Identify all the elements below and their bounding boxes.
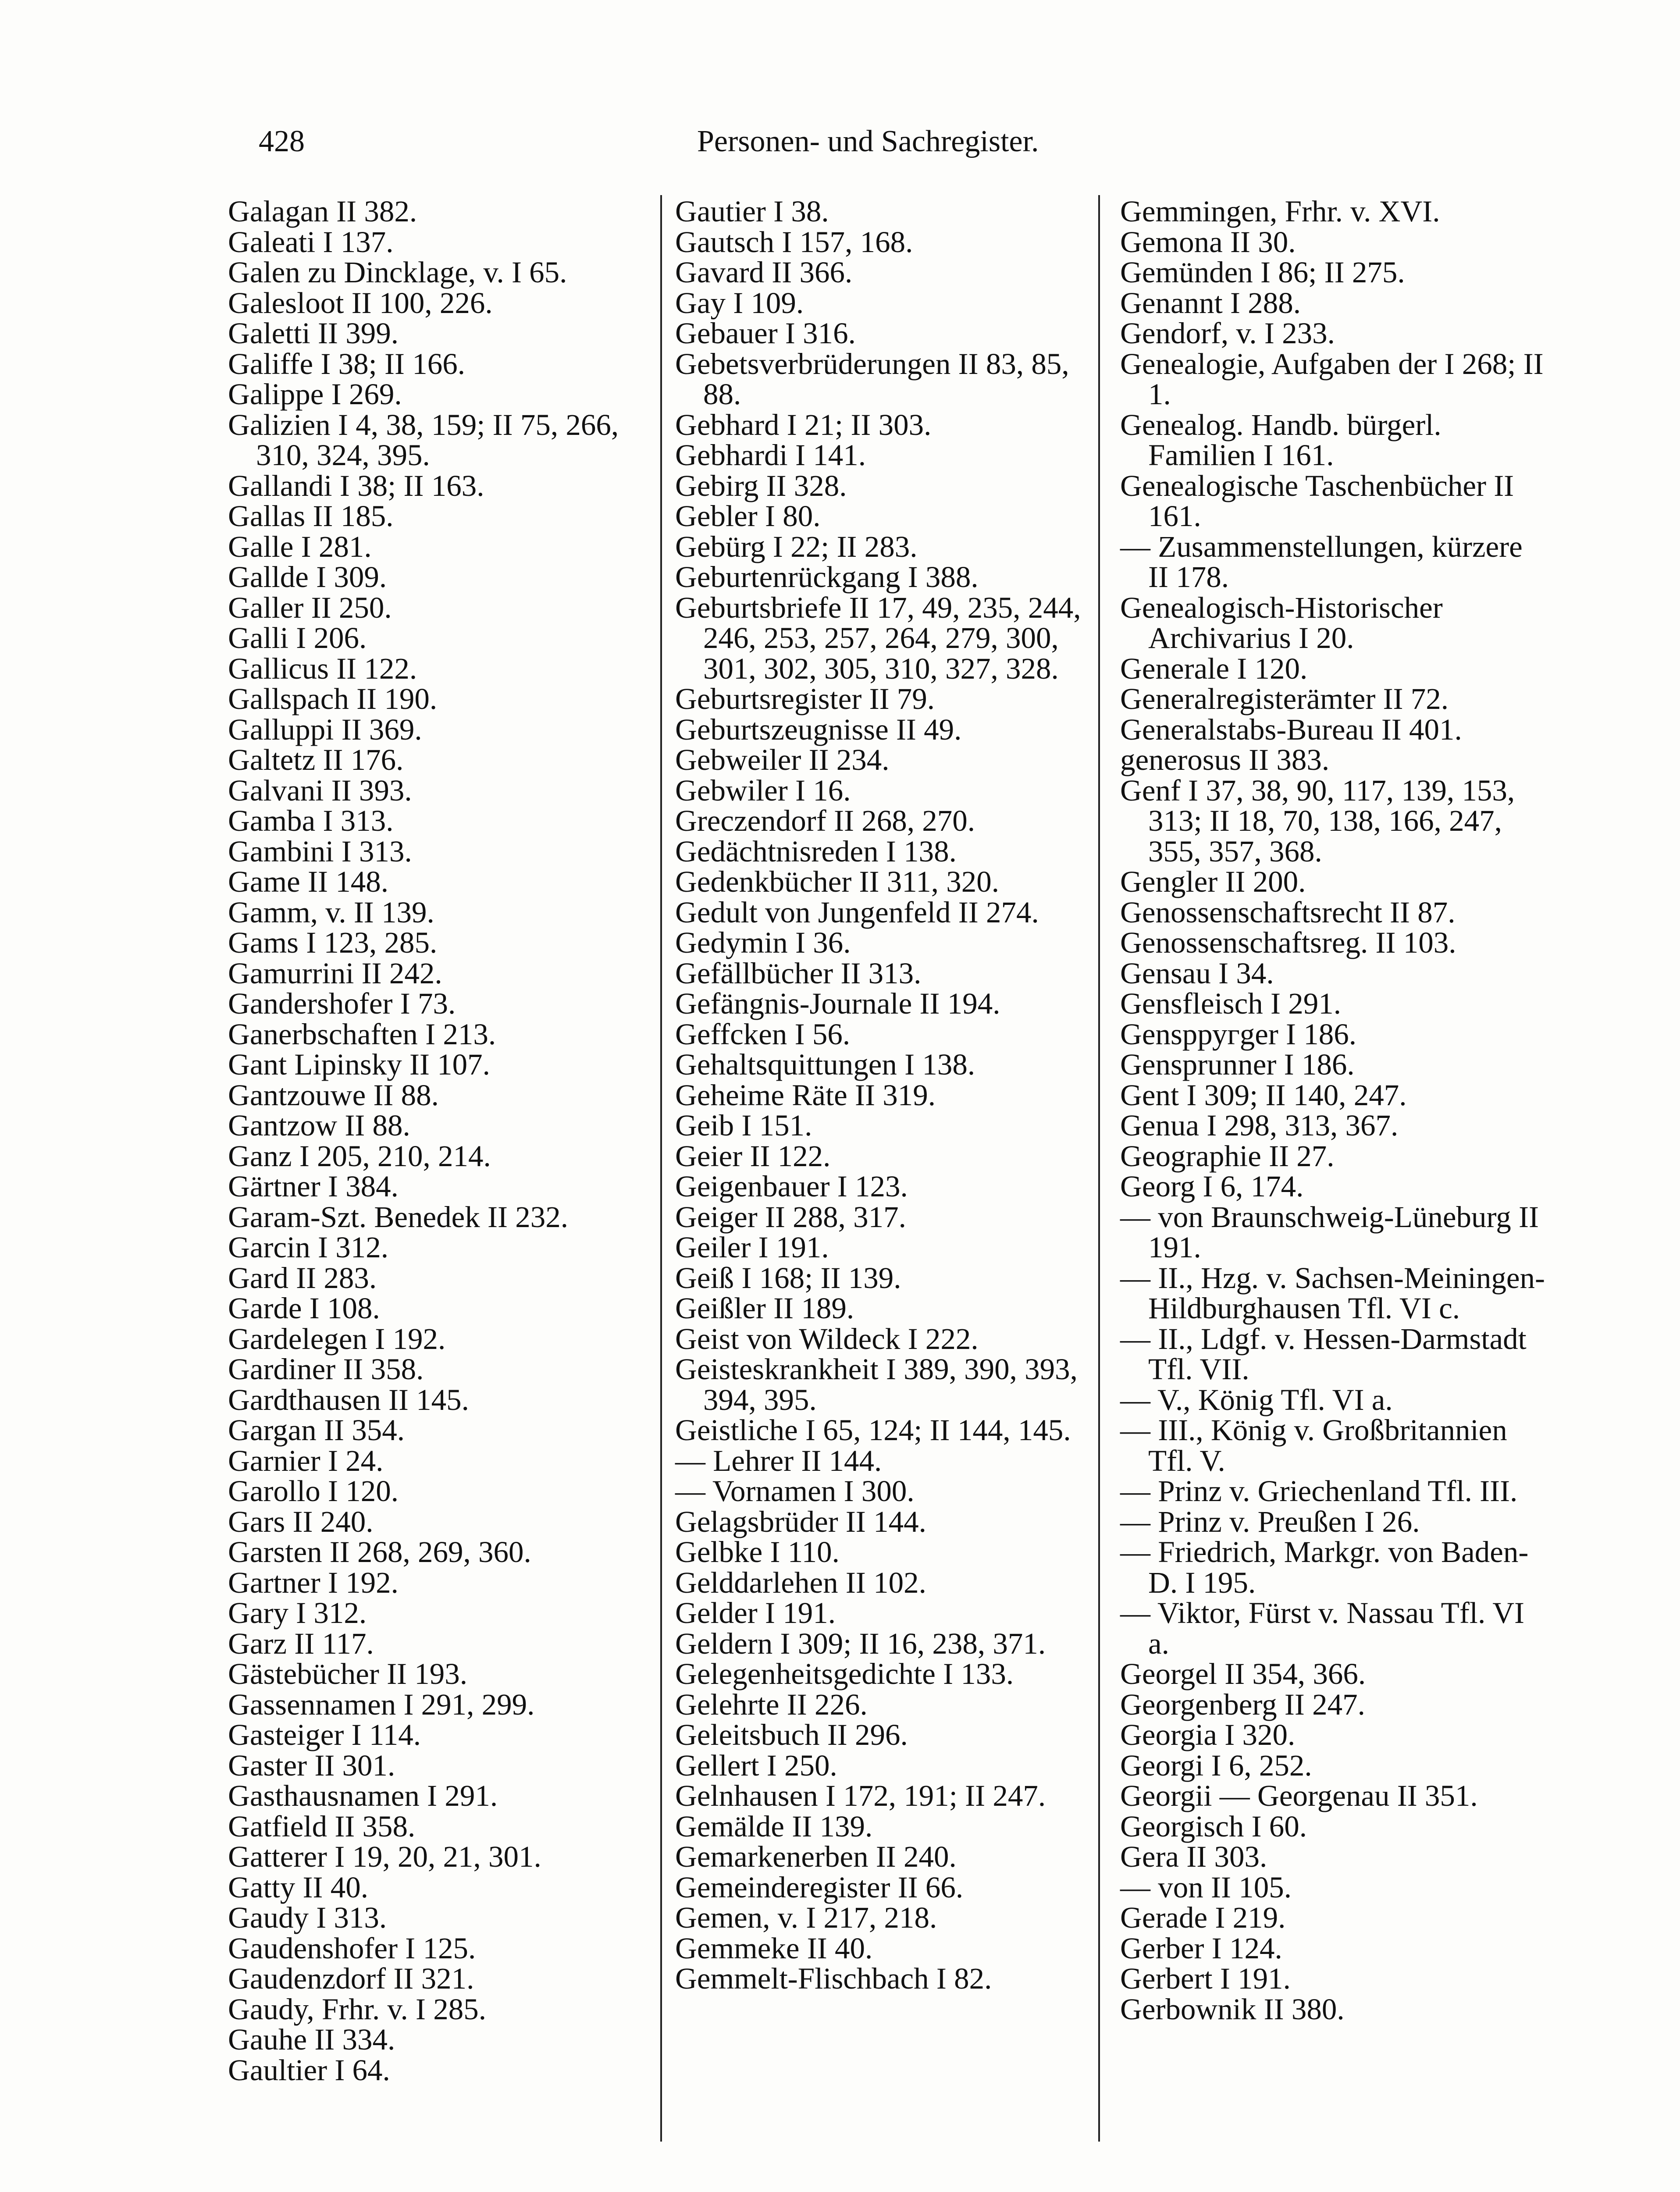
index-column-3: [1120, 196, 1550, 2143]
index-entry: Gedult von Jungenfeld II 274.: [675, 895, 1039, 929]
index-entry: Gemmeke II 40.: [675, 1931, 873, 1965]
index-entry: Geburtsregister II 79.: [675, 682, 935, 715]
index-entry: Gassennamen I 291, 299.: [228, 1687, 535, 1721]
index-entry: — Prinz v. Griechenland Tfl. III.: [1120, 1474, 1518, 1508]
index-entry: Galvani II 393.: [228, 773, 412, 807]
index-entry: — Viktor, Fürst v. Nassau Tfl. VI a.: [1120, 1596, 1525, 1660]
index-entry: Garz II 117.: [228, 1626, 374, 1660]
index-entry: Galen zu Dincklage, v. I 65.: [228, 256, 567, 289]
index-entry: Galtetz II 176.: [228, 743, 404, 776]
index-entry: Genealog. Handb. bürgerl. Familien I 161.: [1120, 408, 1442, 472]
index-entry: Galesloot II 100, 226.: [228, 286, 493, 320]
index-entry: Gent I 309; II 140, 247.: [1120, 1078, 1407, 1112]
index-entry: — III., König v. Großbritannien Tfl. V.: [1120, 1413, 1507, 1477]
index-entry: Garde I 108.: [228, 1292, 380, 1325]
index-entry: Gebauer I 316.: [675, 317, 856, 350]
index-entry: Gary I 312.: [228, 1596, 367, 1630]
index-entry: Geheime Räte II 319.: [675, 1078, 936, 1112]
index-entry: Gerbownik II 380.: [1120, 1992, 1345, 2026]
index-entry: Geburtszeugnisse II 49.: [675, 712, 962, 746]
index-entry: Genspругger I 186.: [1120, 1017, 1357, 1051]
index-entry: Geiß I 168; II 139.: [675, 1261, 901, 1295]
index-entry: Generalstabs-Bureau II 401.: [1120, 712, 1462, 746]
index-entry: Galizien I 4, 38, 159; II 75, 266, 310, 324, 395.: [228, 408, 619, 472]
index-entry: — V., König Tfl. VI a.: [1120, 1383, 1393, 1416]
index-entry: Georgenberg II 247.: [1120, 1687, 1365, 1721]
index-entry: Gebhard I 21; II 303.: [675, 408, 932, 441]
index-entry: Generale I 120.: [1120, 651, 1308, 685]
column-divider: [660, 195, 662, 2142]
index-entry: Gasthausnamen I 291.: [228, 1779, 498, 1812]
index-entry: Galiffe I 38; II 166.: [228, 347, 465, 381]
index-entry: Gelder I 191.: [675, 1596, 836, 1630]
index-entry: Gemälde II 139.: [675, 1809, 873, 1843]
index-entry: Gellert I 250.: [675, 1748, 837, 1782]
index-entry: Geisteskrankheit I 389, 390, 393, 394, 395.: [675, 1352, 1078, 1416]
index-entry: Gallandi I 38; II 163.: [228, 469, 484, 502]
index-entry: Gensau I 34.: [1120, 956, 1274, 990]
index-entry: Gedenkbücher II 311, 320.: [675, 865, 999, 898]
index-entry: Gemen, v. I 217, 218.: [675, 1901, 937, 1934]
index-entry: Ganz I 205, 210, 214.: [228, 1139, 491, 1173]
index-entry: Gantzouwe II 88.: [228, 1078, 439, 1112]
index-entry: Gengler II 200.: [1120, 865, 1306, 898]
index-entry: Gehaltsquittungen I 138.: [675, 1048, 975, 1081]
index-entry: Gelehrte II 226.: [675, 1687, 868, 1721]
index-entry: Genf I 37, 38, 90, 117, 139, 153, 313; II 18, 70, 138, 166, 247, 355, 357, 368.: [1120, 773, 1515, 868]
index-entry: Gambini I 313.: [228, 834, 412, 868]
index-entry: — von II 105.: [1120, 1870, 1292, 1904]
index-entry: — II., Ldgf. v. Hessen-Darmstadt Tfl. VII.: [1120, 1322, 1527, 1386]
index-entry: Genealogische Taschenbücher II 161.: [1120, 469, 1514, 533]
index-entry: Gefängnis-Journale II 194.: [675, 987, 1000, 1020]
index-entry: Georgisch I 60.: [1120, 1809, 1307, 1843]
index-entry: — Zusammenstellungen, kürzere II 178.: [1120, 530, 1523, 594]
index-entry: Gemünden I 86; II 275.: [1120, 256, 1405, 289]
index-entry: Garsten II 268, 269, 360.: [228, 1535, 531, 1569]
index-entry: Gatterer I 19, 20, 21, 301.: [228, 1840, 541, 1873]
index-entry: Gargan II 354.: [228, 1413, 405, 1447]
index-entry: Gaudenshofer I 125.: [228, 1931, 476, 1965]
index-entry: Gaultier I 64.: [228, 2053, 390, 2087]
index-entry: Garcin I 312.: [228, 1231, 388, 1264]
index-entry: Gedymin I 36.: [675, 926, 851, 959]
index-entry: Geldern I 309; II 16, 238, 371.: [675, 1626, 1046, 1660]
index-entry: Georgii — Georgenau II 351.: [1120, 1779, 1478, 1812]
index-entry: Gebürg I 22; II 283.: [675, 530, 918, 563]
index-entry: Gedächtnisreden I 138.: [675, 834, 957, 868]
index-entry: Geißler II 189.: [675, 1292, 854, 1325]
index-entry: Genua I 298, 313, 367.: [1120, 1109, 1399, 1142]
index-entry: Garnier I 24.: [228, 1444, 384, 1477]
index-entry: Galetti II 399.: [228, 317, 399, 350]
index-entry: Game II 148.: [228, 865, 388, 898]
index-entry: Geleitsbuch II 296.: [675, 1718, 908, 1751]
index-entry: Gamba I 313.: [228, 804, 394, 837]
index-entry: Gebweiler II 234.: [675, 743, 890, 776]
index-entry: Gensfleisch I 291.: [1120, 987, 1341, 1020]
page-header: [259, 117, 1114, 166]
index-entry: Gallspach II 190.: [228, 682, 438, 715]
index-entry: Geffcken I 56.: [675, 1017, 851, 1051]
index-entry: — Vornamen I 300.: [675, 1474, 915, 1508]
index-entry: Galagan II 382.: [228, 195, 417, 228]
index-entry: Gautsch I 157, 168.: [675, 225, 913, 259]
column-divider: [1098, 195, 1100, 2142]
index-entry: Gandershofer I 73.: [228, 987, 456, 1020]
index-entry: Gars II 240.: [228, 1505, 374, 1538]
index-entry: Geier II 122.: [675, 1139, 831, 1173]
index-entry: Ganerbschaften I 213.: [228, 1017, 496, 1051]
index-entry: Gebhardi I 141.: [675, 438, 866, 472]
index-entry: Gasteiger I 114.: [228, 1718, 421, 1751]
index-entry: generosus II 383.: [1120, 743, 1330, 776]
index-entry: Gallde I 309.: [228, 560, 387, 594]
index-entry: Gatfield II 358.: [228, 1809, 416, 1843]
index-entry: Gemmelt-Flischbach I 82.: [675, 1962, 992, 1995]
index-entry: Geburtsbriefe II 17, 49, 235, 244, 246, 253, 257, 264, 279, 300, 301, 302, 305, 310, 327, 328.: [675, 591, 1081, 685]
index-entry: Gardiner II 358.: [228, 1352, 424, 1386]
index-entry: Galle I 281.: [228, 530, 372, 563]
index-entry: Gerbert I 191.: [1120, 1962, 1291, 1995]
index-entry: Gay I 109.: [675, 286, 804, 320]
index-entry: Gebler I 80.: [675, 499, 821, 533]
index-entry: Geigenbauer I 123.: [675, 1170, 908, 1203]
index-entry: Gartner I 192.: [228, 1566, 399, 1599]
index-entry: Geib I 151.: [675, 1109, 812, 1142]
index-entry: Gautier I 38.: [675, 195, 829, 228]
index-entry: Gaudenzdorf II 321.: [228, 1962, 474, 1995]
index-entry: Gardelegen I 192.: [228, 1322, 446, 1356]
index-entry: Geburtenrückgang I 388.: [675, 560, 979, 594]
index-entry: Greczendorf II 268, 270.: [675, 804, 975, 837]
index-entry: Gelegenheitsgedichte I 133.: [675, 1657, 1014, 1690]
index-column-2: [675, 196, 1096, 2143]
index-entry: Galler II 250.: [228, 591, 392, 624]
index-entry: Geiler I 191.: [675, 1231, 829, 1264]
index-entry: Gefällbücher II 313.: [675, 956, 922, 990]
index-entry: Geographie II 27.: [1120, 1139, 1335, 1173]
index-entry: Gallicus II 122.: [228, 651, 417, 685]
index-entry: Gardthausen II 145.: [228, 1383, 469, 1416]
index-column-1: [228, 196, 649, 2143]
index-entry: Gerber I 124.: [1120, 1931, 1282, 1965]
index-entry: Generalregisterämter II 72.: [1120, 682, 1449, 715]
running-title: Personen- und Sachregister.: [697, 125, 1039, 158]
index-entry: Galli I 206.: [228, 621, 367, 655]
index-entry: Geiger II 288, 317.: [675, 1200, 906, 1234]
index-entry: Gaudy, Frhr. v. I 285.: [228, 1992, 486, 2026]
index-entry: Gantzow II 88.: [228, 1109, 410, 1142]
index-entry: Gelnhausen I 172, 191; II 247.: [675, 1779, 1046, 1812]
index-entry: Gemeinderegister II 66.: [675, 1870, 964, 1904]
index-entry: — II., Hzg. v. Sachsen-Meiningen-Hildburghausen Tfl. VI c.: [1120, 1261, 1545, 1325]
index-entry: Galippe I 269.: [228, 377, 402, 411]
index-entry: Gelagsbrüder II 144.: [675, 1505, 926, 1538]
index-entry: Gelbke I 110.: [675, 1535, 840, 1569]
index-entry: Galeati I 137.: [228, 225, 394, 259]
index-entry: Gebirg II 328.: [675, 469, 847, 502]
index-entry: Genossenschaftsreg. II 103.: [1120, 926, 1456, 959]
index-entry: Gauhe II 334.: [228, 2023, 395, 2056]
index-entry: Gendorf, v. I 233.: [1120, 317, 1335, 350]
index-entry: Gaudy I 313.: [228, 1901, 387, 1934]
index-entry: Geistliche I 65, 124; II 144, 145.: [675, 1413, 1071, 1447]
page-number: 428: [259, 125, 305, 158]
index-entry: Gams I 123, 285.: [228, 926, 438, 959]
index-entry: Garollo I 120.: [228, 1474, 399, 1508]
index-entry: — Prinz v. Preußen I 26.: [1120, 1505, 1420, 1538]
index-entry: Genossenschaftsrecht II 87.: [1120, 895, 1456, 929]
index-entry: Gard II 283.: [228, 1261, 377, 1295]
index-entry: Genealogie, Aufgaben der I 268; II 1.: [1120, 347, 1544, 411]
index-entry: Gavard II 366.: [675, 256, 853, 289]
index-entry: Gamm, v. II 139.: [228, 895, 434, 929]
index-entry: Gemona II 30.: [1120, 225, 1296, 259]
index-entry: Gemarkenerben II 240.: [675, 1840, 957, 1873]
index-entry: Gerade I 219.: [1120, 1901, 1286, 1934]
index-entry: Geist von Wildeck I 222.: [675, 1322, 979, 1356]
index-entry: Gant Lipinsky II 107.: [228, 1048, 490, 1081]
index-entry: Gelddarlehen II 102.: [675, 1566, 926, 1599]
index-entry: — Lehrer II 144.: [675, 1444, 882, 1477]
index-entry: Georgel II 354, 366.: [1120, 1657, 1366, 1690]
index-entry: Georg I 6, 174.: [1120, 1170, 1304, 1203]
index-entry: Gemmingen, Frhr. v. XVI.: [1120, 195, 1440, 228]
index-entry: Gatty II 40.: [228, 1870, 369, 1904]
index-entry: Garam-Szt. Benedek II 232.: [228, 1200, 568, 1234]
index-entry: Gensprunner I 186.: [1120, 1048, 1355, 1081]
index-entry: Genannt I 288.: [1120, 286, 1301, 320]
index-entry: Gallas II 185.: [228, 499, 394, 533]
index-entry: Gera II 303.: [1120, 1840, 1267, 1873]
index-entry: Gebwiler I 16.: [675, 773, 851, 807]
index-entry: Gamurrini II 242.: [228, 956, 442, 990]
index-entry: Georgi I 6, 252.: [1120, 1748, 1312, 1782]
index-entry: Gaster II 301.: [228, 1748, 395, 1782]
index-entry: — von Braunschweig-Lüneburg II 191.: [1120, 1200, 1539, 1264]
index-entry: Galluppi II 369.: [228, 712, 422, 746]
index-entry: — Friedrich, Markgr. von Baden-D. I 195.: [1120, 1535, 1529, 1599]
index-entry: Gebetsverbrüderungen II 83, 85, 88.: [675, 347, 1069, 411]
index-entry: Georgia I 320.: [1120, 1718, 1296, 1751]
index-entry: Genealogisch-Historischer Archivarius I 20.: [1120, 591, 1443, 655]
index-entry: Gästebücher II 193.: [228, 1657, 468, 1690]
index-entry: Gärtner I 384.: [228, 1170, 399, 1203]
